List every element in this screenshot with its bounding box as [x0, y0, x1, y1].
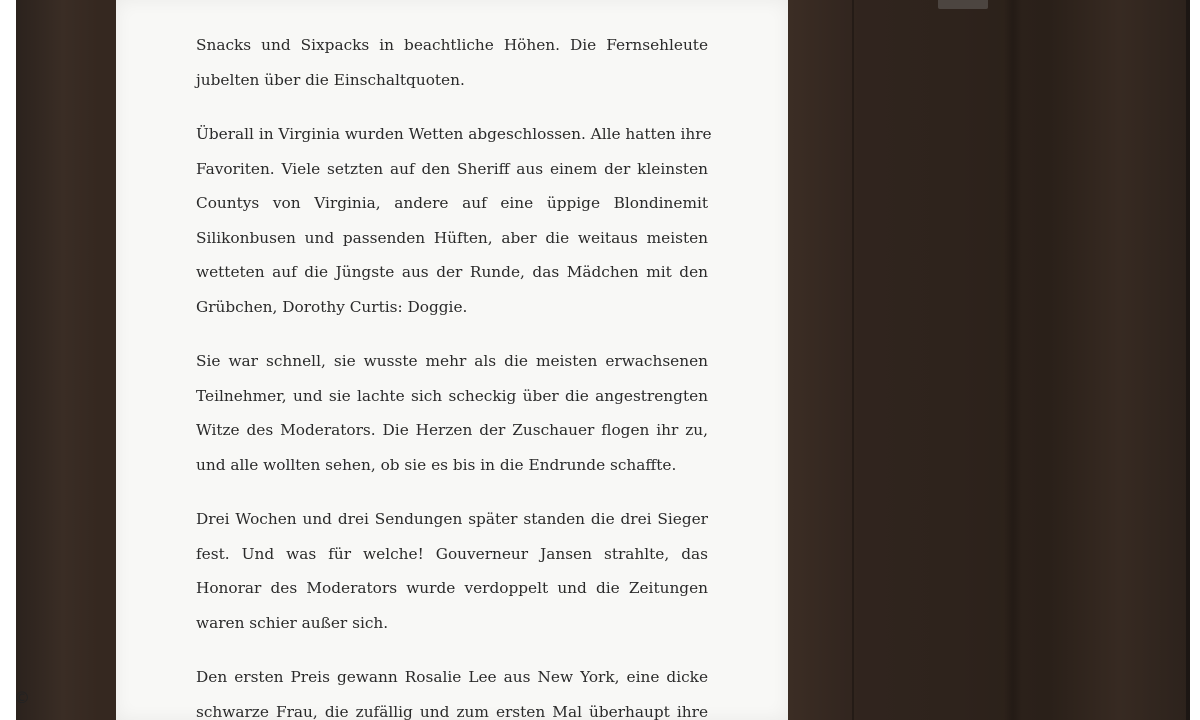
- paragraph-1: [196, 28, 708, 97]
- text-line: Favoriten. Viele setzten auf den Sheriff aus einem der kleinsten: [196, 159, 708, 178]
- text-line: Witze des Moderators. Die Herzen der Zuschauer flogen ihr zu,: [196, 421, 708, 439]
- text-line: waren schier außer sich.: [196, 613, 389, 632]
- device-right-edge: [1186, 0, 1190, 720]
- text-line: Sie war schnell, sie wusste mehr als die meisten erwachsenen: [196, 352, 708, 370]
- paragraph-3: [196, 344, 708, 482]
- paragraph-2: [196, 117, 712, 324]
- text-line: fest. Und was für welche! Gouverneur Jansen strahlte, das: [196, 544, 708, 563]
- paragraph-4: [196, 502, 708, 640]
- text-line: Teilnehmer, und sie lachte sich scheckig über die angestrengten: [196, 386, 708, 405]
- text-line: schwarze Frau, die zufällig und zum ersten Mal überhaupt ihre: [196, 702, 708, 720]
- text-line: Silikonbusen und passenden Hüften, aber die weitaus meisten: [196, 228, 708, 247]
- book-page-text[interactable]: [196, 28, 712, 720]
- text-line: jubelten über die Einschaltquoten.: [196, 70, 465, 89]
- device-shadow-band: [1004, 0, 1022, 720]
- status-indicator: [938, 0, 988, 9]
- ereader-device: [16, 0, 1190, 720]
- text-line: wetteten auf die Jüngste aus der Runde, das Mädchen mit den: [196, 263, 708, 281]
- text-line: Überall in Virginia wurden Wetten abgeschlossen. Alle hatten ihre: [196, 125, 712, 143]
- copyright-icon: ©: [14, 688, 30, 707]
- text-line: Grübchen, Dorothy Curtis: Doggie.: [196, 297, 468, 316]
- device-bezel-divider: [852, 0, 854, 720]
- text-line: Snacks und Sixpacks in beachtliche Höhen. Die Fernsehleute: [196, 36, 708, 54]
- text-line: Countys von Virginia, andere auf eine üppige Blondinemit: [196, 194, 708, 212]
- text-line: Honorar des Moderators wurde verdoppelt und die Zeitungen: [196, 579, 708, 597]
- text-line: Drei Wochen und drei Sendungen später standen die drei Sieger: [196, 510, 708, 528]
- text-line: Den ersten Preis gewann Rosalie Lee aus New York, eine dicke: [196, 668, 708, 686]
- ereader-screen[interactable]: [116, 0, 788, 720]
- paragraph-5: [196, 660, 708, 720]
- text-line: und alle wollten sehen, ob sie es bis in die Endrunde schaffte.: [196, 455, 677, 474]
